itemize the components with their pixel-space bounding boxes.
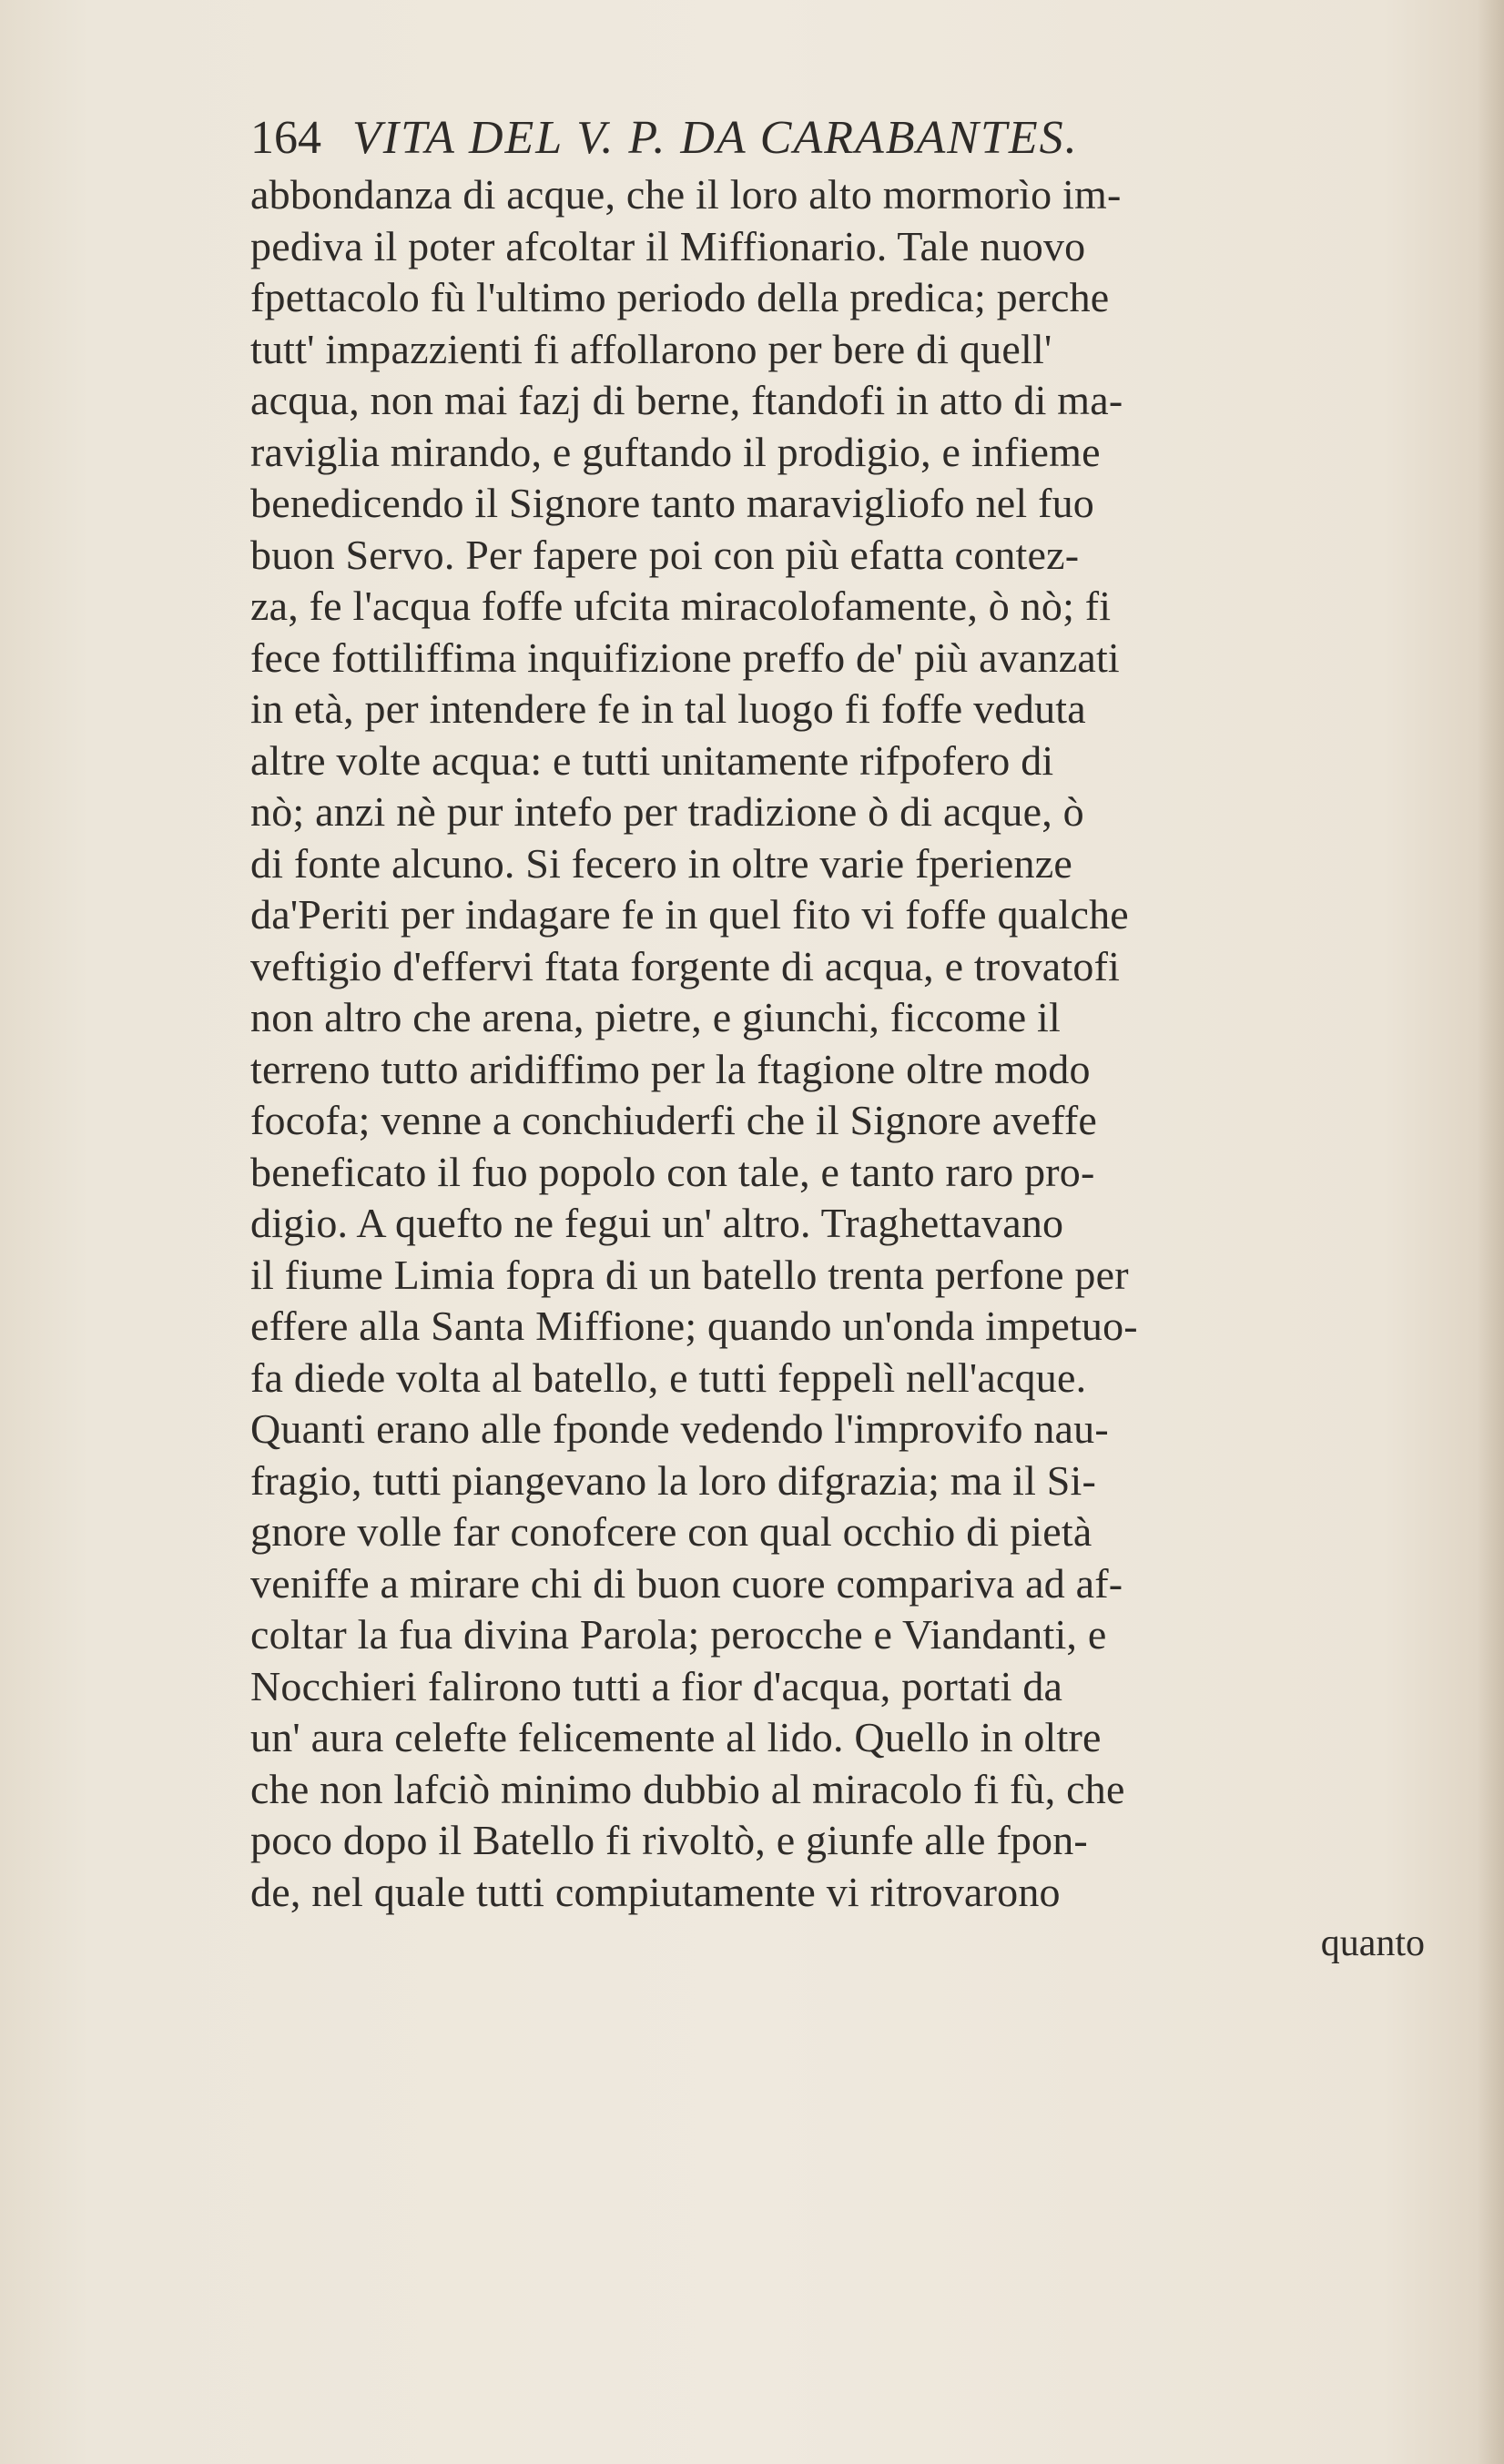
- text-line: tutt' impazzienti fi affollarono per bere di quell': [250, 325, 1052, 372]
- text-line: gnore volle far conofcere con qual occhio di pietà: [250, 1508, 1092, 1555]
- text-line: fpettacolo fù l'ultimo periodo della predica; perche: [250, 274, 1110, 320]
- page-number: 164: [250, 112, 321, 164]
- text-line: de, nel quale tutti compiutamente vi ritrovarono: [250, 1868, 1061, 1915]
- text-line: terreno tutto aridiffimo per la ftagione oltre modo: [250, 1045, 1091, 1092]
- text-line: che non lafciò minimo dubbio al miracolo fi fù, che: [250, 1765, 1125, 1812]
- text-line: za, fe l'acqua foffe ufcita miracolofamente, ò nò; fi: [250, 583, 1112, 629]
- text-line: un' aura celefte felicemente al lido. Quello in oltre: [250, 1714, 1102, 1760]
- text-line: di fonte alcuno. Si fecero in oltre varie fperienze: [250, 839, 1072, 887]
- text-block: [250, 107, 1489, 1969]
- text-line: abbondanza di acque, che il loro alto mormorìo im-: [250, 171, 1122, 218]
- text-line: fa diede volta al batello, e tutti feppelì nell'acque.: [250, 1354, 1087, 1401]
- text-line: Quanti erano alle fponde vedendo l'improvifo nau-: [250, 1405, 1109, 1452]
- running-head: [250, 107, 1489, 169]
- text-line: veniffe a mirare chi di buon cuore compariva ad af-: [250, 1559, 1123, 1607]
- text-line: da'Periti per indagare fe in quel fito vi foffe qualche: [250, 891, 1129, 938]
- text-line: il fiume Limia fopra di un batello trenta perfone per: [250, 1251, 1129, 1298]
- text-line: digio. A quefto ne fegui un' altro. Traghettavano: [250, 1200, 1064, 1246]
- body-text: [250, 169, 1489, 1918]
- text-line: non altro che arena, pietre, e giunchi, ficcome il: [250, 994, 1061, 1040]
- text-line: veftigio d'effervi ftata forgente di acqua, e trovatofi: [250, 942, 1121, 989]
- text-line: beneficato il fuo popolo con tale, e tanto raro pro-: [250, 1148, 1095, 1195]
- text-line: raviglia mirando, e guftando il prodigio, e infieme: [250, 428, 1101, 475]
- text-line: focofa; venne a conchiuderfi che il Signore aveffe: [250, 1097, 1097, 1143]
- text-line: altre volte acqua: e tutti unitamente rifpofero di: [250, 736, 1054, 784]
- text-line: fragio, tutti piangevano la loro difgrazia; ma il Si-: [250, 1456, 1097, 1504]
- text-line: effere alla Santa Miffione; quando un'onda impetuo-: [250, 1303, 1138, 1349]
- text-line: Nocchieri falirono tutti a fior d'acqua, portati da: [250, 1662, 1063, 1709]
- text-line: buon Servo. Per fapere poi con più efatta contez-: [250, 531, 1080, 578]
- text-line: coltar la fua divina Parola; perocche e Viandanti, e: [250, 1611, 1107, 1658]
- text-line: fece fottiliffima inquifizione preffo de' più avanzati: [250, 634, 1120, 681]
- running-title: VITA DEL V. P. DA CARABANTES.: [352, 112, 1079, 164]
- text-line: benedicendo il Signore tanto maravigliofo nel fuo: [250, 480, 1094, 526]
- text-line: acqua, non mai fazj di berne, ftandofi in atto di ma-: [250, 377, 1123, 423]
- text-line: pediva il poter afcoltar il Miffionario. Tale nuovo: [250, 222, 1086, 269]
- text-line: poco dopo il Batello fi rivoltò, e giunfe alle fpon-: [250, 1817, 1088, 1863]
- text-line: nò; anzi nè pur intefo per tradizione ò di acque, ò: [250, 788, 1084, 835]
- text-line: in età, per intendere fe in tal luogo fi foffe veduta: [250, 685, 1086, 732]
- catchword: quanto: [1320, 1922, 1425, 1964]
